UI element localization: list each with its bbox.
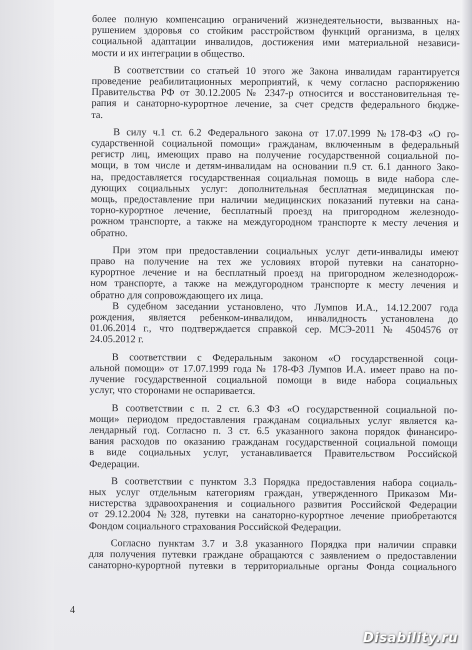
document-body-text	[89, 14, 460, 574]
text-line: та.	[91, 109, 103, 121]
text-line: лучение государственной социальной помощи в виде набора социальных	[89, 374, 458, 388]
text-line: сударственной социальной помощи» гражданам, включенным в федеральный	[91, 138, 460, 152]
text-line: 01.06.2014 г., что подтверждается справкой сер. МСЭ-2011 № 4504576 от	[90, 323, 459, 337]
text-line: мощь, предоставление при наличии медицинских показаний путевки на сана-	[90, 194, 459, 208]
text-line: мощи» периодом предоставления гражданам социальных услуг является ка-	[89, 413, 458, 427]
text-line: нистерства здравоохранения и социального развития Российской Федерации	[88, 498, 458, 512]
text-line: ном транспорте, а также на междугородном транспорте к месту лечения и	[90, 278, 459, 292]
text-line: В соответствии с пунктом 3.3 Порядка предоставления набора социаль-	[111, 475, 458, 489]
text-line: Согласно пунктам 3.7 и 3.8 указанного Порядка при наличии справки	[110, 537, 457, 551]
text-line: проведение реабилитационных мероприятий, к чему согласно распоряжению	[91, 76, 460, 90]
text-line: Фондом социального страхования Российской Федерации.	[88, 520, 342, 534]
text-line: на, предоставляется государственная социальная помощь в виде набора сле-	[90, 171, 460, 185]
text-line: альной помощи» от 17.07.1999 года № 178-ФЗ Лумпов И.А. имеет право на по-	[89, 362, 458, 377]
text-line: рожном транспорте, а также на междугородном транспорте к месту лечения и	[90, 216, 459, 230]
text-line: мощи, в том числе и детям-инвалидам на основании п.9 ст. 6.1 данного Зако-	[91, 160, 460, 174]
text-line: В судебном заседании установлено, что Лумпов И.А., 14.12.2007 года	[112, 301, 459, 315]
text-line: право на получение на тех же условиях второй путевки на санаторно-	[90, 256, 459, 270]
text-line: При этом при предоставлении социальных услуг дети-инвалиды имеют	[112, 244, 459, 259]
text-line: В соответствии со статьей 10 этого же Закона инвалидам гарантируется	[113, 64, 460, 79]
page-number: 4	[70, 605, 75, 616]
text-line: регистр лиц, имеющих право на получение государственной социальной по-	[91, 149, 460, 163]
text-line: мости и их интеграции в общество.	[91, 47, 245, 60]
text-line: лендарный год. Согласно п. 3 ст. 6.5 указанного закона порядок финансиро-	[89, 424, 458, 439]
text-line: для получения путевки граждане обращаются с заявлением о предоставлении	[88, 548, 457, 563]
text-line: обратно для сопровождающего их лица.	[90, 289, 264, 302]
text-line: рождения, является ребенком-инвалидом, инвалидность установлена до	[90, 312, 459, 326]
text-line: торно-курортное лечение, бесплатный проезд на пригородном железнодо-	[90, 205, 459, 219]
text-line: услуг, что сторонами не оспаривается.	[89, 385, 256, 398]
text-line: дующих социальных услуг: дополнительная бесплатная медицинская по-	[90, 182, 459, 197]
text-line: курортное лечение и на бесплатный проезд на пригородном железнодорож-	[90, 267, 459, 281]
text-line: санаторно-курортной путевки в территориальные органы Фонда социального	[88, 560, 457, 574]
text-line: социальной адаптации инвалидов, достижения ими материальной независи-	[91, 36, 460, 50]
text-line: ных услуг отдельным категориям граждан, утвержденного Приказом Ми-	[89, 486, 458, 501]
text-line: В соответствии с Федеральным законом «О государственной соци-	[111, 351, 458, 365]
text-line: от 29.12.2004 №328, путевки на санаторно-курортное лечение приобретаются	[88, 509, 457, 523]
text-line: вания расходов по оказанию гражданам государственной социальной помощи	[89, 436, 458, 450]
text-line: Правительства РФ от 30.12.2005 № 2347-р относится и восстановительная те-	[91, 87, 460, 101]
text-line: В силу ч.1 ст. 6.2 Федерального закона от 17.07.1999 №178-ФЗ «О го-	[113, 126, 460, 141]
text-line: рушением здоровья со стойким расстройством функций организма, в целях	[91, 25, 460, 39]
text-line: 24.05.2012 г.	[89, 334, 144, 346]
text-line: в виде социальных услуг, устанавливается Правительством Российской	[89, 447, 458, 461]
text-line: рапия и санаторно-курортное лечение, за счет средств федерального бюдже-	[91, 98, 460, 112]
text-line: В соответствии с п. 2 ст. 6.3 ФЗ «О государственной социальной по-	[111, 402, 458, 416]
text-line: Федерации.	[89, 458, 140, 470]
site-watermark: Disability.ru	[362, 631, 458, 646]
text-line: более полную компенсацию ограничений жизнедеятельности, вызванных на-	[91, 14, 460, 28]
text-line: обратно.	[90, 227, 128, 239]
